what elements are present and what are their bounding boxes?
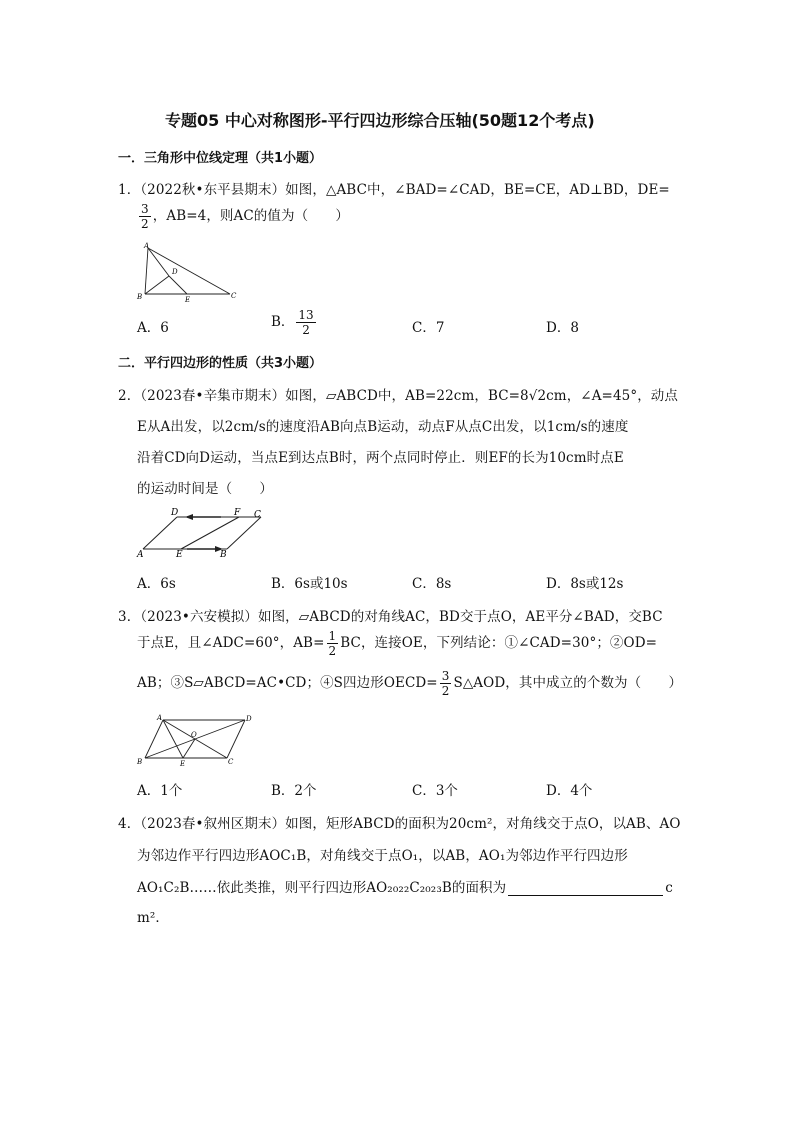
vertex-label-o: O [191, 731, 197, 739]
question-2-line-2: E从A出发，以2cm/s的速度沿AB向点B运动，动点F从点C出发，以1cm/s的速度 [137, 419, 629, 435]
vertex-label-a: A [144, 242, 150, 250]
question-4-line-1 [118, 812, 681, 832]
question-1-line-2 [137, 203, 349, 230]
fraction: $\frac{1}{2}$ [328, 629, 337, 658]
option-b[interactable]: B． $\frac{13}{2}$ [271, 308, 314, 337]
question-4-line-3: AO₁C₂B……依此类推，则平行四边形AO₂₀₂₂C₂₀₂₃B的面积为 c [137, 880, 673, 896]
fraction: $\frac{3}{2}$ [141, 202, 149, 231]
question-text: 如图，△ABC中，∠BAD=∠CAD，BE=CE，AD⊥BD，DE= [285, 182, 670, 198]
question-number: 1． [118, 182, 141, 198]
question-text: ，AB=4，则AC的值为（ ） [152, 208, 349, 224]
option-d[interactable]: D．4个 [546, 783, 593, 799]
vertex-label-c: C [228, 758, 234, 766]
vertex-label-f: F [234, 508, 241, 518]
question-2-line-4: 的运动时间是（ ） [137, 481, 273, 497]
vertex-label-d: D [246, 715, 252, 723]
question-text: （2023春•叙州区期末）如图，矩形ABCD的面积为20cm²，对角线交于点O，以AB、AO [140, 816, 681, 832]
question-number: 2． [118, 388, 141, 404]
option-b[interactable]: B．2个 [271, 783, 317, 799]
vertex-label-b: B [220, 550, 227, 560]
option-c[interactable]: C．8s [412, 576, 452, 592]
triangle-figure [135, 240, 245, 305]
vertex-label-b: B [137, 758, 143, 766]
fraction: $\frac{3}{2}$ [441, 669, 450, 698]
answer-blank[interactable] [508, 881, 663, 896]
vertex-label-d: D [172, 268, 178, 276]
question-text: （2023•六安模拟）如图，▱ABCD的对角线AC，BD交于点O，AE平分∠BAD，交BC [140, 609, 663, 625]
page-title: 专题05 中心对称图形-平行四边形综合压轴(50题12个考点) [165, 111, 595, 130]
vertex-label-e: E [180, 760, 186, 767]
question-number: 3． [118, 609, 141, 625]
fraction: $\frac{13}{2}$ [298, 308, 314, 337]
vertex-label-a: A [137, 550, 144, 560]
question-number: 4． [118, 816, 141, 832]
question-3-line-2: 于点E，且∠ADC=60°，AB= $\frac{1}{2}$ BC，连接OE，下列结论：①∠CAD=30°；②OD= [137, 629, 658, 658]
question-4-line-2: 为邻边作平行四边形AOC₁B，对角线交于点O₁，以AB，AO₁为邻边作平行四边形 [137, 848, 628, 864]
vertex-label-c: C [231, 292, 237, 300]
vertex-label-e: E [176, 550, 183, 560]
option-c[interactable]: C．7 [412, 320, 445, 336]
question-2-line-3: 沿着CD向D运动，当点E到达点B时，两个点同时停止．则EF的长为10cm时点E [137, 450, 624, 466]
vertex-label-b: B [137, 293, 143, 301]
question-1-line-1 [118, 178, 670, 198]
vertex-label-c: C [254, 510, 261, 520]
vertex-label-d: D [171, 508, 179, 518]
option-a[interactable]: A．6 [137, 320, 169, 336]
question-2-line-1 [118, 384, 678, 404]
option-b[interactable]: B．6s或10s [271, 576, 348, 592]
section-heading-1: 一．三角形中位线定理（共1小题） [118, 151, 323, 166]
vertex-label-e: E [185, 296, 191, 304]
vertex-label-a: A [157, 714, 163, 722]
parallelogram-figure-q2 [135, 505, 270, 560]
option-d[interactable]: D．8 [546, 320, 579, 336]
question-text: （2023春•辛集市期末）如图，▱ABCD中，AB=22cm，BC=8√2cm，∠A=45°，动点 [140, 388, 678, 404]
arrow-left-icon [185, 514, 193, 520]
parallelogram-figure-q3 [135, 712, 260, 767]
question-3-line-1 [118, 605, 663, 625]
option-a[interactable]: A．6s [137, 576, 176, 592]
option-a[interactable]: A．1个 [137, 783, 183, 799]
question-4-line-4: m²． [137, 910, 170, 926]
question-source: （2022秋•东平县期末） [140, 182, 286, 198]
option-d[interactable]: D．8s或12s [546, 576, 624, 592]
question-3-line-3: AB；③S▱ABCD=AC•CD；④S四边形OECD= $\frac{3}{2}$ S△AOD，其中成立的个数为（ ） [137, 669, 683, 698]
option-c[interactable]: C．3个 [412, 783, 458, 799]
section-heading-2: 二．平行四边形的性质（共3小题） [118, 356, 323, 371]
